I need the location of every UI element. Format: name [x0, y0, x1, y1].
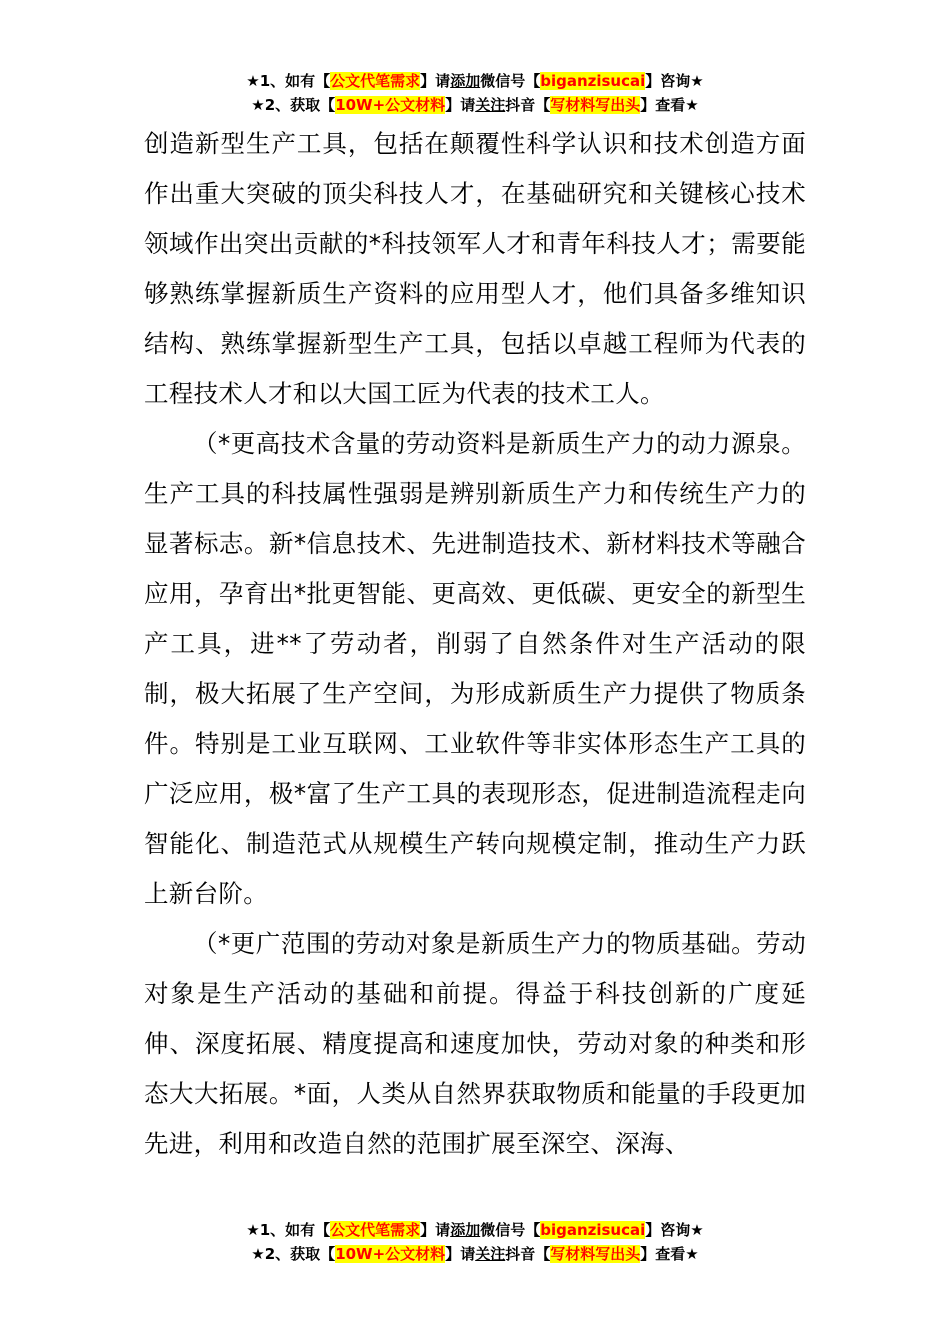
banner-wechat-id: biganzisucai: [540, 72, 646, 90]
banner-underlined-text: 关注: [475, 96, 506, 114]
document-body: [144, 119, 806, 1169]
banner-text: 】请: [420, 1221, 451, 1239]
banner-text: 】请: [420, 72, 451, 90]
banner-highlight: 10W+公文材料: [335, 96, 446, 114]
body-paragraph-3: （*更广范围的劳动对象是新质生产力的物质基础。劳动对象是生产活动的基础和前提。得益于科技创新的广度延伸、深度拓展、精度提高和速度加快，劳动对象的种类和形态大大拓展。*面，人类从自然界获取物质和能量的手段更加先进，利用和改造自然的范围扩展至深空、深海、: [144, 929, 806, 1158]
banner-underlined-text: 添加: [450, 72, 481, 90]
banner-douyin-name: 写材料写出头: [550, 1245, 641, 1263]
banner-text: ★1、如有【: [246, 1221, 331, 1239]
banner-highlight: 公文代笔需求: [330, 1221, 421, 1239]
banner-wechat-id: biganzisucai: [540, 1221, 646, 1239]
banner-underlined-text: 关注: [475, 1245, 506, 1263]
banner-line-1: [0, 1218, 950, 1242]
banner-text: ★1、如有【: [246, 72, 331, 90]
body-paragraph-1: 创造新型生产工具，包括在颠覆性科学认识和技术创造方面作出重大突破的顶尖科技人才，在基础研究和关键核心技术领域作出突出贡献的*科技领军人才和青年科技人才；需要能够熟练掌握新质生产资料的应用型人才，他们具备多维知识结构、熟练掌握新型生产工具，包括以卓越工程师为代表的工程技术人才和以大国工匠为代表的技术工人。: [144, 129, 806, 408]
banner-text: 】咨询★: [645, 1221, 704, 1239]
banner-text: 】咨询★: [645, 72, 704, 90]
banner-line-2: [0, 1242, 950, 1266]
banner-text: 】查看★: [640, 96, 699, 114]
banner-douyin-name: 写材料写出头: [550, 96, 641, 114]
banner-text: 】请: [445, 1245, 476, 1263]
banner-highlight: 公文代笔需求: [330, 72, 421, 90]
body-paragraph-2: （*更高技术含量的劳动资料是新质生产力的动力源泉。生产工具的科技属性强弱是辨别新质生产力和传统生产力的显著标志。新*信息技术、先进制造技术、新材料技术等融合应用，孕育出*批更智能、更高效、更低碳、更安全的新型生产工具，进**了劳动者，削弱了自然条件对生产活动的限制，极大拓展了生产空间，为形成新质生产力提供了物质条件。特别是工业互联网、工业软件等非实体形态生产工具的广泛应用，极*富了生产工具的表现形态，促进制造流程走向智能化、制造范式从规模生产转向规模定制，推动生产力跃上新台阶。: [144, 429, 806, 908]
header-banner: [0, 69, 950, 117]
banner-text: 抖音【: [505, 1245, 551, 1263]
banner-text: 】查看★: [640, 1245, 699, 1263]
banner-text: 】请: [445, 96, 476, 114]
banner-text: ★2、获取【: [251, 1245, 336, 1263]
banner-line-2: [0, 93, 950, 117]
footer-banner: [0, 1218, 950, 1266]
banner-text: ★2、获取【: [251, 96, 336, 114]
banner-text: 微信号【: [480, 72, 541, 90]
banner-line-1: [0, 69, 950, 93]
banner-text: 微信号【: [480, 1221, 541, 1239]
banner-text: 抖音【: [505, 96, 551, 114]
banner-underlined-text: 添加: [450, 1221, 481, 1239]
banner-highlight: 10W+公文材料: [335, 1245, 446, 1263]
